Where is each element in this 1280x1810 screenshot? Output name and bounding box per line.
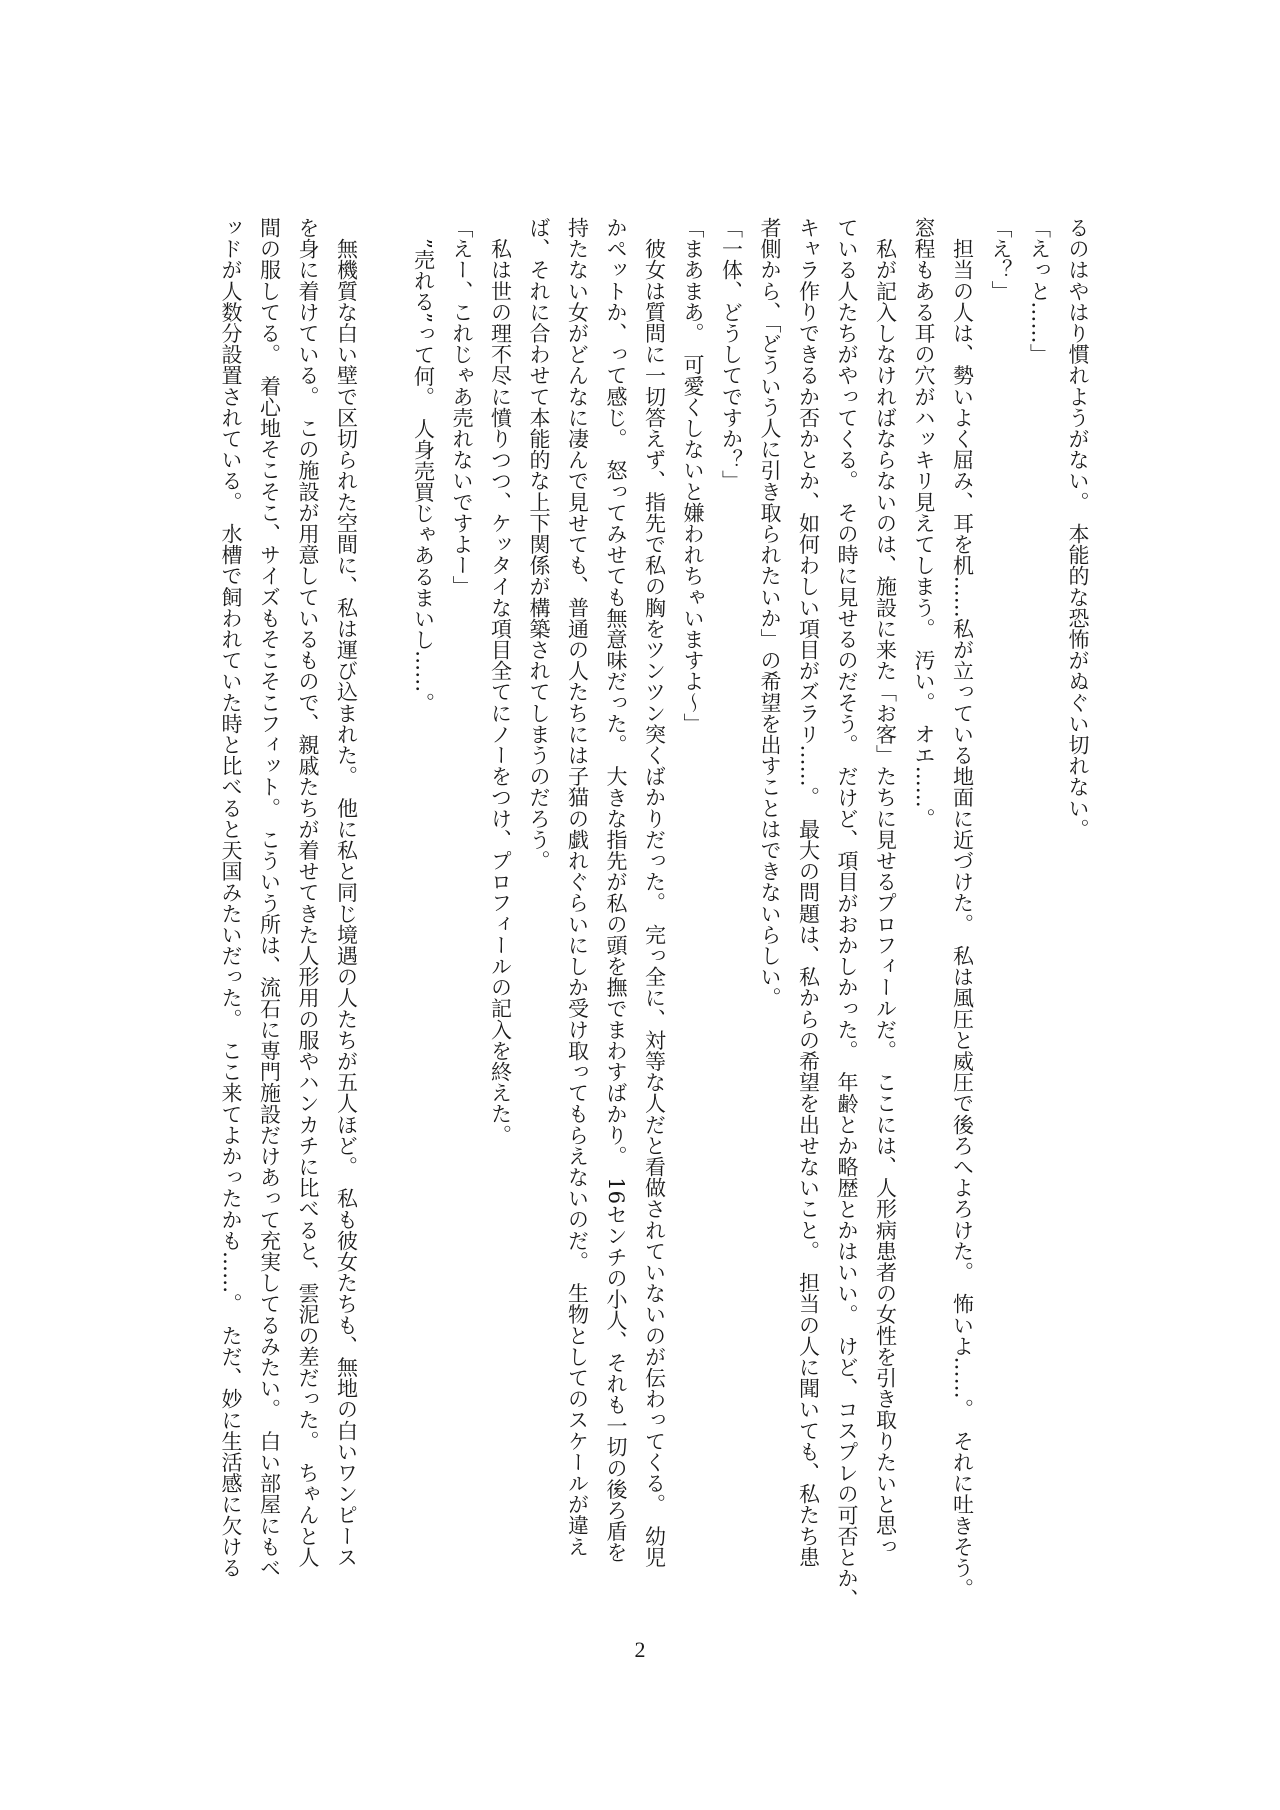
text-line: 窓程もある耳の穴がハッキリ見えてしまう。 汚い。 オエ……。 (912, 217, 936, 829)
text-line: キャラ作りできるか否かとか、如何わしい項目がズラリ……。 最大の問題は、私からの希望を出せないこと。 担当の人に聞いても、私たち患 (796, 217, 821, 1568)
text-line: 「え？」 (989, 217, 1013, 302)
text-line: を身に着けている。 この施設が用意しているもので、親戚たちが着せてきた人形用の服やハンカチに比べると、雲泥の差だった。 ちゃんと人 (296, 217, 320, 1568)
text-line: 間の服してる。 着心地そこそこ、サイズもそこそこフィット。 こういう所は、流石に専門施設だけあって充実してるみたい。 白い部屋にもベ (257, 217, 282, 1579)
text-line: ば、それに合わせて本能的な上下関係が構築されてしまうのだろう。 (527, 217, 551, 872)
text-line: かペットか、って感じ。 怒ってみせても無意味だった。 大きな指先が私の頭を撫でまわすばかり。 16センチの小人、それも一切の後ろ盾を (604, 217, 628, 1563)
text-line: 持たない女がどんなに凄んで見せても、普通の人たちには子猫の戯れぐらいにしか受け取ってもらえないのだ。 生物としてのスケールが違え (565, 217, 590, 1557)
vertical-text-body (212, 217, 1098, 1637)
text-line: ている人たちがやってくる。 その時に見せるのだそう。 だけど、項目がおかしかった。 年齢とか略歴とかはいい。 けど、コスプレの可否とか、 (835, 217, 859, 1610)
text-line: ッドが人数分設置されている。 水槽で飼われていた時と比べると天国みたいだった。 ここ来てよかったかも……。 ただ、妙に生活感に欠ける (219, 217, 243, 1579)
text-line: 「えっと……」 (1027, 217, 1052, 365)
text-line: 「えー、これじゃあ売れないですよー」 (450, 217, 474, 597)
text-line: 無機質な白い壁で区切られた空間に、私は運び込まれた。 他に私と同じ境遇の人たちが五人ほど。 私も彼女たちも、無地の白いワンピース (334, 217, 359, 1568)
text-line: 担当の人は、勢いよく屈み、耳を机……私が立っている地面に近づけた。 私は風圧と威圧で後ろへよろけた。 怖いよ……。 それに吐きそう。 (950, 217, 975, 1600)
page-number: 2 (634, 1637, 646, 1662)
text-line: 「まあまあ。 可愛くしないと嫌われちゃいますよ～」 (681, 217, 705, 734)
text-line: るのはやはり慣れようがない。 本能的な恐怖がぬぐい切れない。 (1066, 217, 1090, 840)
text-line: 「一体、どうしてですか？」 (719, 217, 744, 492)
text-line: 彼女は質問に一切答えず、指先で私の胸をツンツン突くばかりだった。 完っ全に、対等な人だと看做されていないのが伝わってくる。 幼児 (642, 217, 667, 1568)
text-line: 私が記入しなければならないのは、施設に来た「お客」たちに見せるプロフィールだ。 ここには、人形病患者の女性を引き取りたいと思っ (873, 217, 898, 1557)
text-line: ”売れる”って何。 人身売買じゃあるまいし……。 (411, 217, 436, 714)
text-line: 私は世の理不尽に憤りつつ、ケッタイな項目全てにノーをつけ、プロフィールの記入を終えた。 (488, 217, 513, 1146)
scene-break (366, 217, 405, 1637)
text-line: 者側から、「どういう人に引き取られたいか」の希望を出すことはできないらしい。 (758, 217, 782, 1009)
